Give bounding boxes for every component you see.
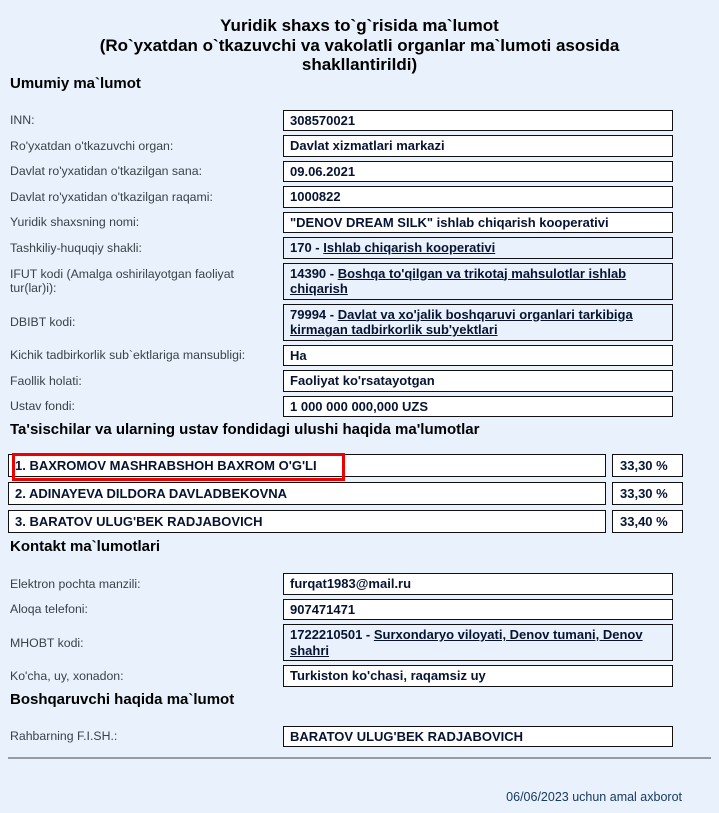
field-label-activity-status: Faollik holati: xyxy=(10,373,82,388)
section-heading-general: Umumiy ma`lumot xyxy=(10,74,141,92)
founder-name-text: 2. ADINAYEVA DILDORA DAVLADBEKOVNA xyxy=(15,485,288,501)
field-label-dbibt-code: DBIBT kodi: xyxy=(10,315,76,329)
field-label-phone: Aloqa telefoni: xyxy=(10,602,88,617)
founder-row-3 xyxy=(8,510,719,533)
founder-name-text: 3. BARATOV ULUG'BEK RADJABOVICH xyxy=(15,513,263,529)
mhobt-location-link[interactable]: Surxondaryo viloyati, Denov tumani, Denov shahri xyxy=(290,627,643,658)
value-text: Davlat xizmatlari markazi xyxy=(290,138,445,153)
field-value-mhobt-code xyxy=(283,624,673,661)
manager-rows xyxy=(0,726,719,748)
value-text: 09.06.2021 xyxy=(290,163,356,179)
value-text: 308570021 xyxy=(290,112,356,128)
page-title-line1: Yuridik shaxs to`g`risida ma`lumot xyxy=(220,16,499,35)
founder-share-2: 33,30 % xyxy=(612,482,683,505)
page-title-line2: (Ro`yxatdan o`tkazuvchi va vakolatli organlar ma`lumoti asosida xyxy=(99,35,620,55)
row-dbibt-code xyxy=(0,304,719,341)
field-label-email: Elektron pochta manzili: xyxy=(10,576,141,591)
field-value-registration-date xyxy=(283,161,673,183)
founder-share-1: 33,30 % xyxy=(612,454,683,477)
field-value-legal-form xyxy=(283,237,673,259)
value-text: furqat1983@mail.ru xyxy=(290,576,412,591)
legal-form-link[interactable]: Ishlab chiqarish kooperativi xyxy=(323,240,496,255)
dbibt-code-link[interactable]: Davlat va xo'jalik boshqaruvi organlari tarkibiga kirmagan tadbirkorlik sub'yektlari xyxy=(290,306,633,337)
founder-name-2 xyxy=(8,482,606,505)
footer-validity-date: 06/06/2023 uchun amal axborot xyxy=(506,790,682,804)
field-label-street-address: Ko'cha, uy, xonadon: xyxy=(10,668,124,683)
field-label-ifut-code: IFUT kodi (Amalga oshirilayotgan faoliyat tur(lar)i): xyxy=(10,267,234,295)
value-text: 907471471 xyxy=(290,601,356,617)
row-email xyxy=(0,573,719,595)
field-label-registration-number: Davlat ro'yxatidan o'tkazilgan raqami: xyxy=(10,189,213,204)
field-value-charter-fund xyxy=(283,396,673,418)
value-text: Faoliyat ko'rsatayotgan xyxy=(290,373,435,388)
value-prefix: 14390 - xyxy=(290,265,338,281)
field-label-registering-body: Ro'yxatdan o'tkazuvchi organ: xyxy=(10,138,174,153)
founder-name-text: 1. BAXROMOV MASHRABSHOH BAXROM O'G'LI xyxy=(15,457,317,473)
founder-share-3: 33,40 % xyxy=(612,510,683,533)
section-heading-contact: Kontakt ma`lumotlari xyxy=(10,538,161,555)
row-charter-fund xyxy=(0,396,719,418)
row-entity-name xyxy=(0,212,719,234)
field-value-inn xyxy=(283,110,673,132)
field-value-registering-body xyxy=(283,135,673,157)
founders-rows xyxy=(0,454,719,533)
field-label-small-business: Kichik tadbirkorlik sub`ektlariga mansubligi: xyxy=(10,348,246,363)
field-value-activity-status xyxy=(283,370,673,392)
field-label-inn: INN: xyxy=(10,113,35,128)
row-small-business xyxy=(0,345,719,367)
founder-name-3 xyxy=(8,510,606,533)
value-text: Ha xyxy=(290,347,307,363)
founder-row-1 xyxy=(8,454,719,477)
row-legal-form xyxy=(0,237,719,259)
field-label-entity-name: Yuridik shaxsning nomi: xyxy=(10,215,140,230)
value-text: Turkiston ko'chasi, raqamsiz uy xyxy=(290,668,486,683)
row-mhobt-code xyxy=(0,624,719,661)
row-phone xyxy=(0,599,719,621)
field-value-manager-name xyxy=(283,726,673,748)
value-prefix: 79994 - xyxy=(290,306,338,322)
section-heading-founders: Ta'sischilar va ularning ustav fondidagi ulushi haqida ma'lumotlar xyxy=(10,421,480,438)
row-street-address xyxy=(0,665,719,687)
row-manager-name xyxy=(0,726,719,748)
page-title xyxy=(0,16,719,75)
contact-rows xyxy=(0,573,719,687)
row-activity-status xyxy=(0,370,719,392)
row-registration-date xyxy=(0,161,719,183)
field-value-ifut-code xyxy=(283,263,673,300)
section-heading-manager: Boshqaruvchi haqida ma`lumot xyxy=(10,690,235,708)
value-prefix: 1722210501 - xyxy=(290,627,374,642)
field-label-manager-name: Rahbarning F.I.SH.: xyxy=(10,729,118,744)
value-text: BARATOV ULUG'BEK RADJABOVICH xyxy=(290,728,524,744)
horizontal-divider xyxy=(8,757,711,759)
field-value-entity-name xyxy=(283,212,673,234)
value-text: "DENOV DREAM SILK" ishlab chiqarish kooperativi xyxy=(290,214,609,230)
field-label-charter-fund: Ustav fondi: xyxy=(10,399,75,414)
row-registering-body xyxy=(0,135,719,157)
field-value-small-business xyxy=(283,345,673,367)
field-value-street-address xyxy=(283,665,673,687)
row-inn xyxy=(0,110,719,132)
value-text: 1000822 xyxy=(290,189,341,204)
field-value-phone xyxy=(283,599,673,621)
field-label-registration-date: Davlat ro'yxatidan o'tkazilgan sana: xyxy=(10,164,202,179)
row-registration-number xyxy=(0,186,719,208)
ifut-code-link[interactable]: Boshqa to'qilgan va trikotaj mahsulotlar ishlab chiqarish xyxy=(290,265,627,296)
founder-row-2 xyxy=(8,482,719,505)
field-value-registration-number xyxy=(283,186,673,208)
field-value-email xyxy=(283,573,673,595)
field-value-dbibt-code xyxy=(283,304,673,341)
founder-name-1 xyxy=(8,454,606,477)
field-label-legal-form: Tashkiliy-huquqiy shakli: xyxy=(10,240,142,255)
row-ifut-code xyxy=(0,263,719,300)
page-title-line3: shakllantirildi) xyxy=(301,55,418,74)
value-prefix: 170 - xyxy=(290,240,324,255)
value-text: 1 000 000 000,000 UZS xyxy=(290,398,429,414)
field-label-mhobt-code: MHOBT kodi: xyxy=(10,635,84,650)
general-rows xyxy=(0,110,719,418)
